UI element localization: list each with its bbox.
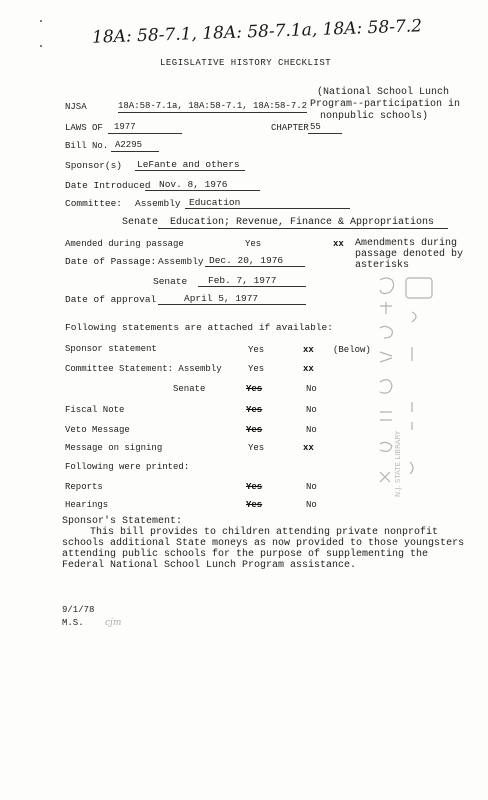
printed-heading: Following were printed: [65, 462, 190, 472]
njsa-label: NJSA [65, 102, 87, 112]
statement-label: Message on signing [65, 443, 163, 453]
printed-no: No [306, 500, 317, 510]
chapter-value [308, 123, 342, 134]
statement-no: No [306, 405, 317, 415]
statement-no: xx [303, 345, 314, 355]
footer-date: 9/1/78 [62, 605, 95, 615]
sponsor-statement-heading: Sponsor's Statement: [62, 516, 183, 527]
chapter-number: 55 [310, 122, 321, 132]
passage-senate-date: Feb. 7, 1977 [208, 275, 277, 286]
date-introduced-label: Date Introduced [65, 180, 151, 191]
bill-no-value [111, 141, 159, 152]
committee-assembly-label: Assembly [135, 198, 181, 209]
statement-no: xx [303, 443, 314, 453]
handwritten-statute-header: 18A: 58-7.1, 18A: 58-7.1a, 18A: 58-7.2 [91, 16, 423, 48]
amended-note-2: passage denoted by [355, 249, 464, 260]
njsa-note-1: (National School Lunch [317, 87, 450, 98]
statement-yes: Yes [246, 425, 263, 435]
njsa-value: 18A:58-7.1a, 18A:58-7.1, 18A:58-7.2 [118, 101, 308, 111]
sponsor-label: Sponsor(s) [65, 160, 123, 171]
sponsor-value [135, 160, 245, 171]
printed-yes: Yes [246, 482, 263, 492]
date-of-approval-label: Date of approval [65, 294, 157, 305]
committee-senate-value [158, 217, 448, 229]
printed-label: Reports [65, 482, 103, 492]
sponsor-names: LeFante and others [137, 159, 240, 170]
amended-yes: Yes [245, 239, 262, 249]
approval-date: April 5, 1977 [184, 293, 259, 304]
passage-senate-label: Senate [153, 276, 188, 287]
printed-no: No [306, 482, 317, 492]
date-of-passage-label: Date of Passage: [65, 256, 157, 267]
passage-assembly-value [205, 256, 305, 267]
sponsor-statement-line: schools additional State moneys as now provided to those youngsters [62, 538, 465, 549]
statement-label: Sponsor statement [65, 344, 157, 354]
committee-assembly-value [185, 198, 350, 209]
printed-label: Hearings [65, 500, 109, 510]
library-stamp [372, 272, 442, 502]
statement-label: Veto Message [65, 425, 130, 435]
committee-label: Committee: [65, 198, 123, 209]
statement-yes: Yes [248, 364, 265, 374]
passage-assembly-label: Assembly [158, 256, 204, 267]
footer-initials: M.S. [62, 618, 84, 628]
amended-no-mark: xx [333, 239, 344, 249]
page-title: LEGISLATIVE HISTORY CHECKLIST [160, 58, 332, 68]
chapter-label: CHAPTER [271, 123, 309, 133]
sponsor-statement-line: Federal National School Lunch Program assistance. [62, 560, 357, 571]
library-stamp-text: N.J. STATE LIBRARY [394, 430, 402, 497]
statement-yes: Yes [246, 405, 263, 415]
njsa-note-3: nonpublic schools) [320, 111, 429, 122]
njsa-note-2: Program--participation in [310, 99, 461, 110]
committee-senate-label: Senate [122, 217, 159, 228]
committee-senate-text: Education; Revenue, Finance & Appropriations [170, 217, 435, 228]
passage-senate-value [198, 276, 306, 287]
amended-note-1: Amendments during [355, 238, 458, 249]
laws-of-label: LAWS OF [65, 123, 103, 133]
statement-no: No [306, 425, 317, 435]
statements-heading: Following statements are attached if available: [65, 322, 333, 333]
scan-mark [40, 20, 42, 22]
statement-label: Fiscal Note [65, 405, 125, 415]
statement-yes: Yes [248, 345, 265, 355]
amended-note-3: asterisks [355, 260, 410, 271]
statement-yes: Yes [246, 384, 263, 394]
scan-mark [40, 45, 42, 47]
laws-of-value [108, 123, 182, 134]
date-of-approval-value [158, 294, 306, 305]
bill-no-label: Bill No. [65, 141, 109, 151]
committee-assembly-text: Education [189, 197, 241, 208]
sponsor-statement-line: attending public schools for the purpose of supplementing the [62, 549, 429, 560]
sponsor-statement-line: This bill provides to children attending private nonprofit [90, 527, 439, 538]
statement-label: Senate [173, 384, 206, 394]
passage-assembly-date: Dec. 20, 1976 [209, 255, 284, 266]
statement-yes: Yes [248, 443, 265, 453]
statement-label: Committee Statement: Assembly [65, 364, 222, 374]
footer-scribble: cjm [105, 618, 122, 628]
date-introduced-text: Nov. 8, 1976 [159, 179, 228, 190]
statement-no: No [306, 384, 317, 394]
statement-extra: (Below) [333, 345, 371, 355]
printed-yes: Yes [246, 500, 263, 510]
amended-label: Amended during passage [65, 239, 184, 249]
statement-no: xx [303, 364, 314, 374]
bill-number: A2295 [115, 140, 143, 150]
date-introduced-value [145, 180, 260, 191]
laws-of-year: 1977 [114, 122, 136, 132]
